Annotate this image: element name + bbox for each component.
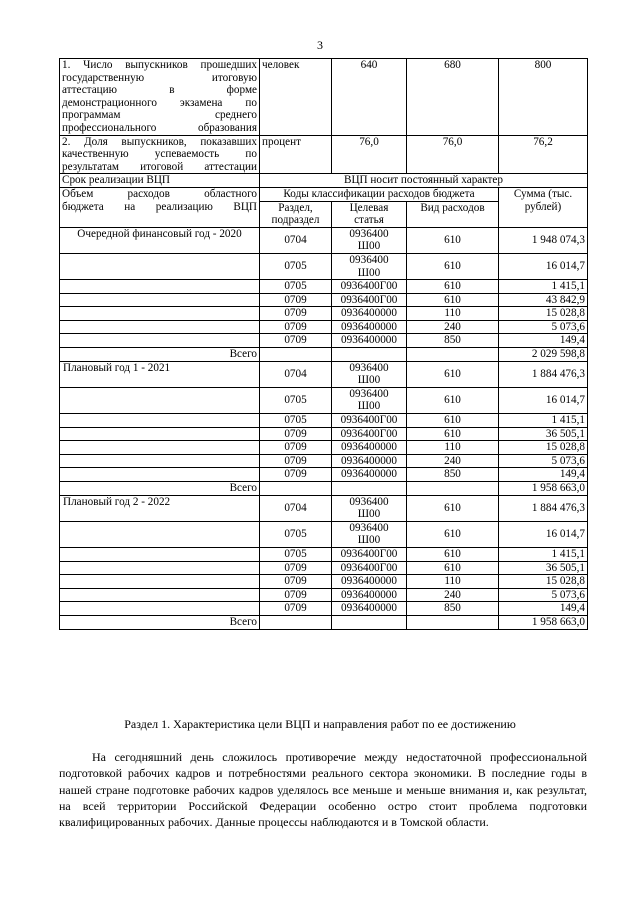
target-code: 0936400000 <box>332 320 407 334</box>
target-code: 0936400Ш00 <box>332 387 407 413</box>
target-code: 0936400000 <box>332 441 407 455</box>
total-empty <box>260 615 332 629</box>
period-label-empty <box>60 320 260 334</box>
total-row <box>60 482 588 496</box>
section-code: 0705 <box>260 280 332 294</box>
page-number: 3 <box>317 38 323 52</box>
indicator-name: 2. Доля выпускников, показавших качественную успеваемость по результатам итоговой аттестации <box>60 135 260 174</box>
indicator-value: 76,0 <box>407 135 499 174</box>
target-code: 0936400Ш00 <box>332 495 407 521</box>
section-code: 0705 <box>260 387 332 413</box>
section-code: 0704 <box>260 361 332 387</box>
budget-row <box>60 521 588 547</box>
target-code: 0936400Ш00 <box>332 227 407 253</box>
period-label-empty <box>60 334 260 348</box>
target-code: 0936400Г00 <box>332 414 407 428</box>
period-label-empty <box>60 387 260 413</box>
period-label-empty <box>60 454 260 468</box>
section-code: 0709 <box>260 441 332 455</box>
section-code: 0709 <box>260 468 332 482</box>
expense-kind: 240 <box>407 588 499 602</box>
expense-kind: 240 <box>407 320 499 334</box>
section-code: 0709 <box>260 602 332 616</box>
total-row <box>60 615 588 629</box>
target-code: 0936400Ш00 <box>332 253 407 279</box>
section-code: 0705 <box>260 253 332 279</box>
period-label-empty <box>60 293 260 307</box>
amount: 1 948 074,3 <box>499 227 588 253</box>
budget-row <box>60 602 588 616</box>
total-amount: 2 029 598,8 <box>499 348 588 362</box>
indicator-row-1 <box>60 59 588 136</box>
budget-row <box>60 441 588 455</box>
budget-row <box>60 561 588 575</box>
budget-row <box>60 293 588 307</box>
amount: 149,4 <box>499 334 588 348</box>
indicator-value: 640 <box>332 59 407 136</box>
period-label-empty <box>60 602 260 616</box>
header-target: Целевая статья <box>332 201 407 227</box>
amount: 36 505,1 <box>499 427 588 441</box>
target-code: 0936400000 <box>332 602 407 616</box>
indicator-value: 76,2 <box>499 135 588 174</box>
section-code: 0704 <box>260 495 332 521</box>
total-empty <box>407 482 499 496</box>
section-code: 0709 <box>260 454 332 468</box>
period-label-empty <box>60 414 260 428</box>
section-code: 0709 <box>260 588 332 602</box>
period-label-empty <box>60 561 260 575</box>
target-code: 0936400Г00 <box>332 561 407 575</box>
total-amount: 1 958 663,0 <box>499 482 588 496</box>
expense-kind: 610 <box>407 547 499 561</box>
period-label-empty <box>60 441 260 455</box>
indicator-row-2 <box>60 135 588 174</box>
period-label-empty <box>60 468 260 482</box>
budget-row <box>60 575 588 589</box>
section-code: 0709 <box>260 561 332 575</box>
budget-row <box>60 320 588 334</box>
section-code: 0709 <box>260 575 332 589</box>
expense-kind: 610 <box>407 521 499 547</box>
amount: 16 014,7 <box>499 387 588 413</box>
indicator-name: 1. Число выпускников прошедших государственную итоговую аттестацию в форме демонстрационного экзамена по программам среднего профессионального образования <box>60 59 260 136</box>
expense-kind: 610 <box>407 495 499 521</box>
expense-kind: 110 <box>407 575 499 589</box>
expense-kind: 850 <box>407 602 499 616</box>
indicator-value: 800 <box>499 59 588 136</box>
header-row-1 <box>60 187 588 201</box>
expense-kind: 610 <box>407 361 499 387</box>
target-code: 0936400Ш00 <box>332 521 407 547</box>
target-code: 0936400Ш00 <box>332 361 407 387</box>
total-empty <box>332 482 407 496</box>
period-label-empty <box>60 588 260 602</box>
budget-row <box>60 253 588 279</box>
total-amount: 1 958 663,0 <box>499 615 588 629</box>
header-sum: Сумма (тыс. рублей) <box>499 187 588 227</box>
period-label-empty <box>60 521 260 547</box>
expense-kind: 610 <box>407 427 499 441</box>
indicator-value: 680 <box>407 59 499 136</box>
header-section: Раздел, подраздел <box>260 201 332 227</box>
amount: 1 884 476,3 <box>499 361 588 387</box>
term-label: Срок реализации ВЦП <box>60 174 260 188</box>
amount: 15 028,8 <box>499 441 588 455</box>
target-code: 0936400Г00 <box>332 547 407 561</box>
expense-kind: 850 <box>407 468 499 482</box>
period-label: Плановый год 2 - 2022 <box>60 495 260 521</box>
total-empty <box>260 348 332 362</box>
target-code: 0936400Г00 <box>332 280 407 294</box>
amount: 15 028,8 <box>499 307 588 321</box>
target-code: 0936400000 <box>332 307 407 321</box>
term-row <box>60 174 588 188</box>
expense-kind: 610 <box>407 227 499 253</box>
amount: 149,4 <box>499 602 588 616</box>
total-empty <box>260 482 332 496</box>
budget-row <box>60 547 588 561</box>
section-code: 0704 <box>260 227 332 253</box>
total-label: Всего <box>60 348 260 362</box>
amount: 5 073,6 <box>499 588 588 602</box>
target-code: 0936400Г00 <box>332 427 407 441</box>
budget-row <box>60 227 588 253</box>
amount: 5 073,6 <box>499 454 588 468</box>
period-label: Плановый год 1 - 2021 <box>60 361 260 387</box>
total-empty <box>332 348 407 362</box>
budget-row <box>60 454 588 468</box>
expense-kind: 110 <box>407 441 499 455</box>
total-empty <box>332 615 407 629</box>
expense-kind: 610 <box>407 293 499 307</box>
total-empty <box>407 348 499 362</box>
amount: 16 014,7 <box>499 521 588 547</box>
section-code: 0709 <box>260 334 332 348</box>
target-code: 0936400000 <box>332 575 407 589</box>
section-code: 0705 <box>260 414 332 428</box>
total-label: Всего <box>60 615 260 629</box>
period-label-empty <box>60 280 260 294</box>
header-volume: Объем расходов областного бюджета на реализацию ВЦП <box>60 187 260 227</box>
total-row <box>60 348 588 362</box>
section-code: 0709 <box>260 293 332 307</box>
period-label-empty <box>60 307 260 321</box>
indicator-unit: процент <box>260 135 332 174</box>
total-empty <box>407 615 499 629</box>
expense-kind: 240 <box>407 454 499 468</box>
period-label-empty <box>60 253 260 279</box>
amount: 1 415,1 <box>499 414 588 428</box>
section-title: Раздел 1. Характеристика цели ВЦП и направления работ по ее достижению <box>124 717 516 731</box>
expense-kind: 110 <box>407 307 499 321</box>
section-code: 0709 <box>260 307 332 321</box>
expense-kind: 610 <box>407 561 499 575</box>
target-code: 0936400000 <box>332 468 407 482</box>
section-code: 0709 <box>260 320 332 334</box>
budget-row <box>60 280 588 294</box>
amount: 1 884 476,3 <box>499 495 588 521</box>
budget-row <box>60 495 588 521</box>
budget-row <box>60 588 588 602</box>
amount: 16 014,7 <box>499 253 588 279</box>
body-paragraph: На сегодняшний день сложилось противоречие между недостаточной профессиональной подготовкой рабочих кадров и потребностями реального сектора экономики. В последние годы в нашей стране подготовке рабочих кадров уделялось все меньше и меньше внимания и, как результат, на всей территории Российской Федерации особенно остро стоит проблема подготовки квалифицированных рабочих. Данные процессы наблюдаются и в Томской области. <box>59 750 587 830</box>
section-code: 0705 <box>260 547 332 561</box>
expense-kind: 610 <box>407 387 499 413</box>
section-code: 0705 <box>260 521 332 547</box>
term-value: ВЦП носит постоянный характер <box>260 174 588 188</box>
total-label: Всего <box>60 482 260 496</box>
target-code: 0936400000 <box>332 334 407 348</box>
expense-kind: 610 <box>407 414 499 428</box>
period-label-empty <box>60 547 260 561</box>
amount: 5 073,6 <box>499 320 588 334</box>
period-label-empty <box>60 427 260 441</box>
budget-row <box>60 387 588 413</box>
target-code: 0936400000 <box>332 588 407 602</box>
indicator-unit: человек <box>260 59 332 136</box>
indicator-value: 76,0 <box>332 135 407 174</box>
amount: 149,4 <box>499 468 588 482</box>
section-code: 0709 <box>260 427 332 441</box>
target-code: 0936400000 <box>332 454 407 468</box>
period-label-empty <box>60 575 260 589</box>
amount: 15 028,8 <box>499 575 588 589</box>
amount: 43 842,9 <box>499 293 588 307</box>
budget-row <box>60 361 588 387</box>
budget-row <box>60 414 588 428</box>
period-label: Очередной финансовый год - 2020 <box>60 227 260 253</box>
header-codes: Коды классификации расходов бюджета <box>260 187 499 201</box>
expense-kind: 610 <box>407 280 499 294</box>
program-table <box>59 58 588 630</box>
budget-row <box>60 307 588 321</box>
expense-kind: 850 <box>407 334 499 348</box>
amount: 1 415,1 <box>499 547 588 561</box>
target-code: 0936400Г00 <box>332 293 407 307</box>
budget-row <box>60 334 588 348</box>
expense-kind: 610 <box>407 253 499 279</box>
header-kind: Вид расходов <box>407 201 499 227</box>
budget-row <box>60 427 588 441</box>
amount: 1 415,1 <box>499 280 588 294</box>
budget-row <box>60 468 588 482</box>
amount: 36 505,1 <box>499 561 588 575</box>
